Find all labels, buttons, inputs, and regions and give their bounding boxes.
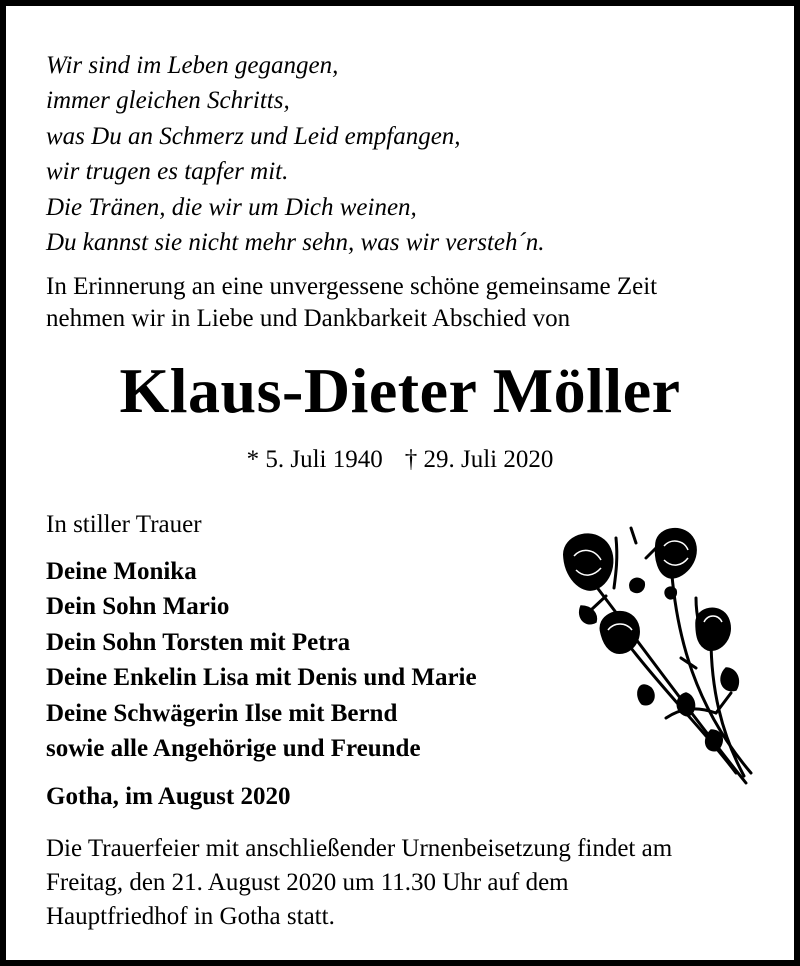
mourning-label: In stiller Trauer — [46, 511, 202, 538]
family-member: Dein Sohn Mario — [46, 593, 230, 621]
deceased-name: Klaus-Dieter Möller — [119, 355, 681, 426]
poem-line: Wir sind im Leben gegangen, — [46, 52, 339, 79]
place-date: Gotha, im August 2020 — [46, 783, 291, 810]
family-member: sowie alle Angehörige und Freunde — [46, 735, 421, 763]
life-dates — [6, 444, 794, 476]
funeral-info — [46, 832, 672, 934]
poem-line: wir trugen es tapfer mit. — [46, 158, 289, 186]
intro-text — [46, 271, 657, 335]
intro-line: nehmen wir in Liebe und Dankbarkeit Abschied von — [46, 305, 571, 332]
funeral-line: Hauptfriedhof in Gotha statt. — [46, 903, 335, 930]
intro-line: In Erinnerung an eine unvergessene schöne gemeinsame Zeit — [46, 273, 658, 300]
poem-line: immer gleichen Schritts, — [46, 87, 290, 115]
roses-bouquet-icon — [546, 518, 766, 798]
family-member: Dein Sohn Torsten mit Petra — [46, 628, 351, 656]
poem — [46, 48, 545, 260]
poem-line: Die Tränen, die wir um Dich weinen, — [46, 193, 417, 221]
family-member: Deine Monika — [46, 558, 197, 585]
death-date: † 29. Juli 2020 — [404, 446, 554, 473]
family-list — [46, 554, 477, 766]
birth-date: * 5. Juli 1940 — [246, 446, 383, 473]
family-member: Deine Schwägerin Ilse mit Bernd — [46, 699, 398, 727]
poem-line: Du kannst sie nicht mehr sehn, was wir versteh´n. — [46, 229, 545, 257]
poem-line: was Du an Schmerz und Leid empfangen, — [46, 122, 461, 150]
funeral-line: Die Trauerfeier mit anschließender Urnenbeisetzung findet am — [46, 835, 673, 862]
funeral-line: Freitag, den 21. August 2020 um 11.30 Uhr auf dem — [46, 869, 569, 896]
family-member: Deine Enkelin Lisa mit Denis und Marie — [46, 664, 477, 692]
